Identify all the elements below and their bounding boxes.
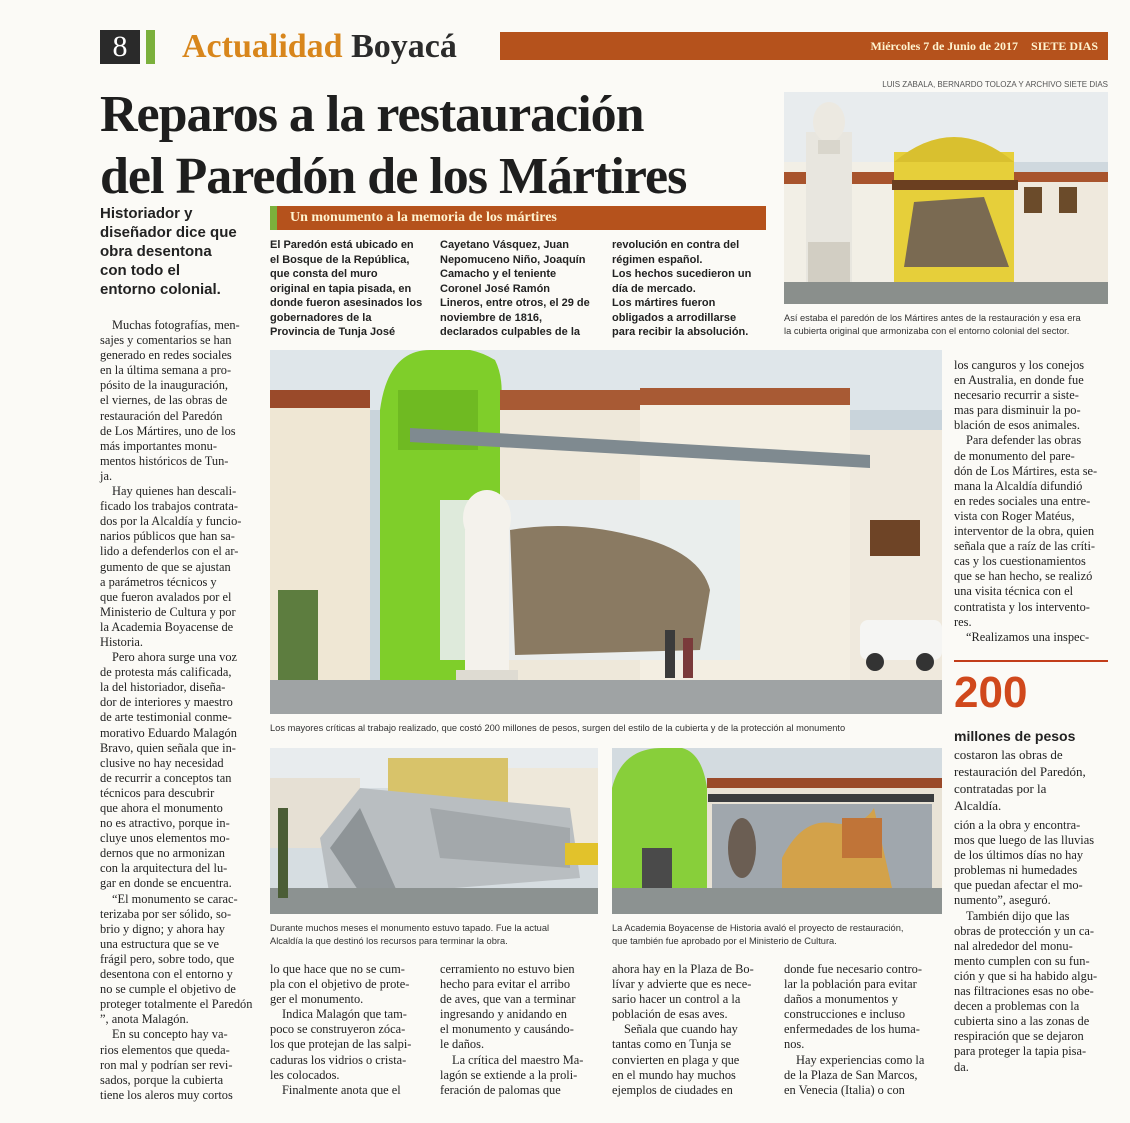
headline-line: Reparos a la restauración: [100, 86, 644, 143]
body-line: numento”, aseguró.: [954, 893, 1051, 908]
box-line: Los mártires fueron: [612, 297, 716, 309]
body-line: vista con Roger Matéus,: [954, 508, 1075, 523]
caption-top-right: [784, 312, 1114, 337]
body-line: de los últimos días no hay: [954, 848, 1084, 863]
body-line: ingresando y anidando en: [440, 1007, 567, 1022]
body-line: narios públicos que han sa-: [100, 529, 235, 544]
caption-bottom-left: [270, 922, 600, 947]
body-line: no se cumple el objetivo de: [100, 982, 236, 997]
body-line: enfermedades de los huma-: [784, 1022, 920, 1037]
dek-line: con todo el: [100, 262, 180, 279]
body-line: señala que a raíz de las críti-: [954, 539, 1096, 554]
body-line: ción a la obra y encontra-: [954, 818, 1081, 832]
body-line: lívar y advierte que es nece-: [612, 977, 752, 992]
caption-main: [270, 722, 950, 735]
box-title: Un monumento a la memoria de los mártires: [290, 210, 557, 225]
body-line: frágil pero, sobre todo, que: [100, 951, 235, 966]
box-column-3: [612, 238, 772, 340]
pullquote-rule: [954, 660, 1108, 662]
body-line: lagón se extiende a la proli-: [440, 1067, 578, 1082]
body-line: Finalmente anota que el: [282, 1082, 401, 1097]
body-line: daños a monumentos y: [784, 992, 898, 1007]
header-date-bar: [500, 32, 1108, 60]
body-line: de Los Mártires, uno de los: [100, 423, 236, 438]
body-line: construcciones e incluso: [784, 1007, 906, 1022]
body-line: problemas ni humedades: [954, 863, 1078, 878]
body-line: clusive no hay necesidad: [100, 755, 224, 770]
body-line: convierten en plaga y que: [612, 1052, 740, 1067]
body-line: Historia.: [100, 634, 144, 649]
box-line: Los hechos sucedieron un: [612, 268, 752, 280]
body-line: da.: [954, 1059, 969, 1074]
box-line: Provincia de Tunja José: [270, 326, 396, 338]
box-line: Coronel José Ramón: [440, 282, 551, 295]
body-line: generado en redes sociales: [100, 348, 232, 363]
pullquote-line: restauración del Paredón,: [954, 764, 1086, 779]
body-line: La crítica del maestro Ma-: [452, 1052, 584, 1067]
body-line: en la última semana a pro-: [100, 363, 232, 378]
section-title: [182, 26, 457, 68]
body-line: ”, anota Malagón.: [100, 1012, 189, 1027]
box-line: para recibir la absolución.: [612, 326, 749, 338]
body-line: donde fue necesario contro-: [784, 962, 922, 976]
caption-line: Alcaldía la que destinó los recursos para terminar la obra.: [270, 935, 508, 946]
body-line: para proteger la tapia pisa-: [954, 1044, 1087, 1059]
article-column-6-bottom: [954, 818, 1114, 1075]
pullquote-line: Alcaldía.: [954, 798, 1002, 813]
article-column-1: [100, 318, 260, 1103]
headline: [100, 84, 780, 208]
caption-line: La Academia Boyacense de Historia avaló el proyecto de restauración,: [612, 923, 904, 933]
box-line: Nepomuceno Niño, Joaquín: [440, 253, 586, 266]
body-line: dos por la Alcaldía y funcio-: [100, 514, 242, 529]
page-number: 8: [100, 30, 140, 64]
body-line: hecho para evitar el arribo: [440, 977, 571, 992]
body-line: nal alrededor del monu-: [954, 938, 1073, 953]
body-line: En su concepto hay va-: [112, 1027, 228, 1042]
body-line: de protesta más calificada,: [100, 665, 232, 680]
caption-line: Los mayores críticas al trabajo realizado, que costó 200 millones de pesos, surgen del estilo de la cubierta y de la protección al monumento: [270, 723, 846, 733]
body-line: sario hacer un control a la: [612, 992, 741, 1007]
body-line: Ministerio de Cultura y por: [100, 604, 236, 619]
body-line: ahora hay en la Plaza de Bo-: [612, 962, 754, 976]
body-line: ja.: [100, 468, 113, 483]
section-region: Boyacá: [351, 28, 457, 65]
body-line: tiene los aleros muy cortos: [100, 1087, 233, 1102]
body-line: ficado los trabajos contrata-: [100, 499, 238, 514]
box-line: El Paredón está ubicado en: [270, 239, 414, 251]
body-line: ron mal y podrían ser revi-: [100, 1057, 233, 1072]
pullquote-number: 200: [954, 668, 1028, 717]
body-line: interventor de la obra, quien: [954, 524, 1095, 539]
box-line: que consta del muro: [270, 268, 378, 280]
header-accent-bar: [146, 30, 155, 64]
pullquote-text: [954, 746, 1114, 814]
box-line: obligados a arrodillarse: [612, 311, 737, 324]
body-line: dón de Los Mártires, esta se-: [954, 463, 1098, 478]
body-line: blación de esos animales.: [954, 418, 1080, 433]
box-line: original en tapia pisada, en: [270, 282, 412, 295]
box-accent: [270, 206, 277, 230]
body-line: poco se construyeron zóca-: [270, 1022, 406, 1037]
body-line: gumento de que se ajustan: [100, 559, 231, 574]
body-line: Indica Malagón que tam-: [282, 1007, 407, 1022]
body-line: terizaba por ser sólido, so-: [100, 906, 232, 921]
box-line: el Bosque de la República,: [270, 253, 410, 266]
body-line: que puedan afectar el mo-: [954, 878, 1083, 893]
body-line: gar en donde se encuentra.: [100, 876, 232, 891]
header-date: Miércoles 7 de Junio de 2017: [870, 39, 1018, 53]
body-line: no es atractivo, porque in-: [100, 816, 230, 831]
caption-line: Así estaba el paredón de los Mártires antes de la restauración y esa era: [784, 313, 1081, 323]
box-line: noviembre de 1816,: [440, 311, 543, 324]
body-line: desentona con el entorno y: [100, 967, 233, 982]
body-line: de aves, que van a terminar: [440, 992, 576, 1007]
box-line: donde fueron asesinados los: [270, 297, 423, 309]
body-line: que se han hecho, se realizó: [954, 569, 1093, 584]
body-line: cluye unos elementos mo-: [100, 831, 230, 846]
body-line: Pero ahora surge una voz: [112, 650, 238, 665]
body-line: ción y que si ha habido algu-: [954, 968, 1098, 983]
body-line: cas y los cuestionamientos: [954, 554, 1086, 569]
box-line: régimen español.: [612, 253, 703, 266]
box-column-2: [440, 238, 600, 340]
body-line: los canguros y los conejos: [954, 358, 1085, 372]
body-line: respiración que se dejaron: [954, 1029, 1084, 1044]
body-line: brio y digno; y ahora hay: [100, 921, 225, 936]
body-line: a parámetros técnicos y: [100, 574, 217, 589]
box-line: Lineros, entre otros, el 29 de: [440, 297, 590, 309]
photo-before-restoration: [784, 92, 1108, 304]
headline-line: del Paredón de los Mártires: [100, 148, 687, 205]
caption-line: la cubierta original que armonizaba con el entorno colonial del sector.: [784, 325, 1070, 336]
body-line: mas para disminuir la po-: [954, 403, 1081, 418]
body-line: “El monumento se carac-: [112, 891, 238, 906]
body-line: caduras los vidrios o crista-: [270, 1052, 407, 1067]
body-line: de la Plaza de San Marcos,: [784, 1067, 918, 1082]
section-main: Actualidad: [182, 28, 343, 65]
body-line: sajes y comentarios se han: [100, 333, 232, 348]
caption-line: Durante muchos meses el monumento estuvo tapado. Fue la actual: [270, 923, 550, 933]
body-line: mana la Alcaldía difundió: [954, 478, 1083, 493]
body-line: tantas como en Tunja se: [612, 1037, 732, 1052]
body-line: Bravo, quien señala que in-: [100, 740, 236, 755]
body-line: una visita técnica con el: [954, 584, 1074, 599]
box-column-1: [270, 238, 430, 340]
body-line: de recurrir a conceptos tan: [100, 770, 232, 785]
body-line: dor de interiores y maestro: [100, 695, 233, 710]
body-line: morativo Eduardo Malagón: [100, 725, 237, 740]
body-line: proteger totalmente el Paredón: [100, 997, 253, 1012]
body-line: que ahora el monumento: [100, 801, 223, 815]
article-column-4: [612, 962, 772, 1098]
body-line: los que protejan de las salpi-: [270, 1037, 412, 1052]
body-line: nas filtraciones esas no obe-: [954, 984, 1094, 999]
body-line: mento cumplen con su fun-: [954, 953, 1090, 968]
article-column-2: [270, 962, 430, 1098]
dek-line: Historiador y: [100, 205, 193, 222]
body-line: decen a problemas con la: [954, 999, 1080, 1014]
box-line: día de mercado.: [612, 282, 696, 295]
body-line: población de esas aves.: [612, 1007, 728, 1022]
caption-line: que también fue aprobado por el Ministerio de Cultura.: [612, 935, 837, 946]
body-line: nos.: [784, 1037, 805, 1052]
body-line: mos que luego de las lluvias: [954, 833, 1095, 848]
body-line: lar la población para evitar: [784, 977, 917, 992]
body-line: pla con el objetivo de prote-: [270, 977, 410, 992]
body-line: dernos que no armonizan: [100, 846, 225, 861]
body-line: lo que hace que no se cum-: [270, 962, 405, 976]
body-line: el monumento y causándo-: [440, 1022, 574, 1037]
box-line: Cayetano Vásquez, Juan: [440, 239, 569, 251]
body-line: sados, porque la cubierta: [100, 1072, 224, 1087]
body-line: con la arquitectura del lu-: [100, 861, 228, 876]
dek-line: obra desentona: [100, 243, 212, 260]
photo-main-monument: [270, 350, 942, 714]
article-column-6-top: [954, 358, 1114, 645]
body-line: Señala que cuando hay: [624, 1022, 738, 1037]
body-line: de arte testimonial conme-: [100, 710, 232, 725]
paper-name: SIETE DIAS: [1030, 39, 1098, 53]
body-line: ger el monumento.: [270, 992, 364, 1007]
photo-mural-enclosure: [612, 748, 942, 914]
body-line: les colocados.: [270, 1067, 340, 1082]
body-line: ejemplos de ciudades en: [612, 1082, 733, 1097]
body-line: la del historiador, diseña-: [100, 680, 226, 695]
caption-bottom-right: [612, 922, 948, 947]
body-line: una estructura que se ve: [100, 936, 220, 951]
dek-line: entorno colonial.: [100, 281, 221, 298]
box-line: revolución en contra del: [612, 239, 740, 251]
pullquote-unit: millones de pesos: [954, 728, 1076, 744]
body-line: en Australia, en donde fue: [954, 373, 1084, 388]
pullquote-line: contratadas por la: [954, 781, 1047, 796]
body-line: restauración del Paredón: [100, 408, 223, 423]
body-line: que fueron avalados por el: [100, 589, 232, 604]
body-line: lido a defenderlos con el ar-: [100, 544, 239, 559]
body-line: Muchas fotografías, men-: [112, 318, 240, 332]
box-line: gobernadores de la: [270, 311, 372, 324]
body-line: feración de palomas que: [440, 1082, 561, 1097]
body-line: en el mundo hay muchos: [612, 1067, 736, 1082]
body-line: de monumento del pare-: [954, 448, 1075, 463]
body-line: el viernes, de las obras de: [100, 393, 228, 408]
body-line: pósito de la inauguración,: [100, 378, 229, 393]
body-line: También dijo que las: [966, 908, 1070, 923]
body-line: necesario recurrir a siste-: [954, 388, 1079, 403]
body-line: Hay quienes han descali-: [112, 484, 237, 499]
box-line: Camacho y el teniente: [440, 268, 557, 280]
body-line: obras de protección y un ca-: [954, 923, 1095, 938]
body-line: le daños.: [440, 1037, 485, 1052]
body-line: res.: [954, 614, 972, 629]
body-line: contratista y los intervento-: [954, 599, 1090, 614]
body-line: mentos históricos de Tun-: [100, 453, 229, 468]
dek-line: diseñador dice que: [100, 224, 237, 241]
pullquote-line: costaron las obras de: [954, 747, 1063, 762]
photo-covered-monument: [270, 748, 598, 914]
box-line: declarados culpables de la: [440, 326, 581, 338]
body-line: más importantes monu-: [100, 438, 218, 453]
article-column-3: [440, 962, 600, 1098]
body-line: técnicos para descubrir: [100, 785, 215, 800]
body-line: “Realizamos una inspec-: [966, 629, 1090, 644]
photo-credit: LUIS ZABALA, BERNARDO TOLOZA Y ARCHIVO SIETE DIAS: [882, 80, 1108, 89]
body-line: cubierta sino a las zonas de: [954, 1014, 1090, 1029]
body-line: Hay experiencias como la: [796, 1052, 925, 1067]
box-title-bar: [270, 206, 766, 230]
article-column-5: [784, 962, 944, 1098]
body-line: Para defender las obras: [966, 433, 1082, 448]
body-line: rios elementos que queda-: [100, 1042, 230, 1057]
body-line: en Venecia (Italia) o con: [784, 1082, 905, 1097]
body-line: en redes sociales una entre-: [954, 493, 1091, 508]
body-line: la Academia Boyacense de: [100, 619, 234, 634]
dek: [100, 204, 260, 299]
body-line: cerramiento no estuvo bien: [440, 962, 575, 976]
